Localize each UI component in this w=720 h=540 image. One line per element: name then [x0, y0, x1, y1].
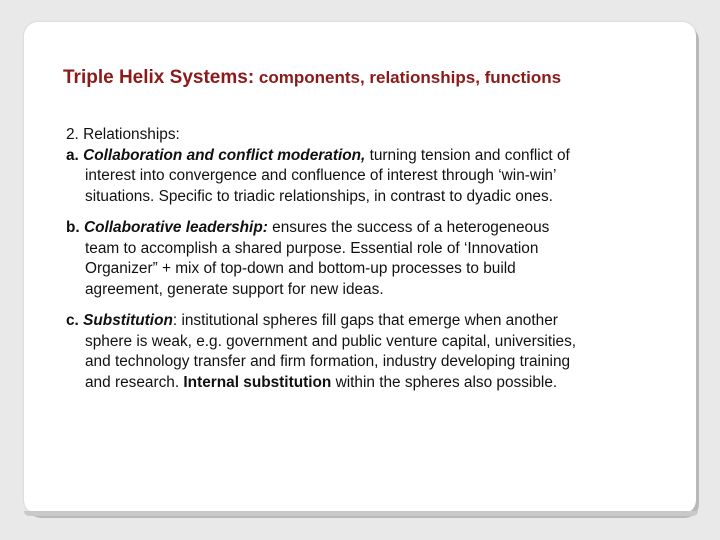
item-text: ensures the success of a heterogeneous: [267, 219, 550, 236]
item-text: situations. Specific to triadic relationships, in contrast to dyadic ones.: [85, 187, 553, 205]
slide-title: [63, 67, 703, 89]
section-colon: :: [175, 126, 180, 143]
list-item-b: [66, 218, 686, 300]
item-letter: c.: [66, 312, 79, 329]
card-bottom-rule: [24, 511, 698, 516]
item-text: team to accomplish a shared purpose. Essential role of ‘Innovation: [85, 239, 539, 257]
item-text: sphere is weak, e.g. government and public venture capital, universities,: [85, 332, 577, 350]
item-text: Organizer” + mix of top-down and bottom-up processes to build: [85, 260, 516, 277]
item-text: turning tension and conflict of: [365, 146, 570, 164]
section-number: 2.: [66, 126, 79, 143]
section-heading: [66, 125, 686, 146]
item-text: interest into convergence and confluence of interest through ‘win-win’: [85, 167, 557, 184]
section-title: Relationships: [83, 126, 176, 143]
item-text: and technology transfer and firm formation, industry developing training: [85, 353, 571, 370]
title-subtitle: components, relationships, functions: [254, 68, 562, 87]
item-emphasis: Internal substitution: [183, 373, 332, 391]
item-text: agreement, generate support for new ideas.: [85, 280, 384, 298]
item-term: Collaborative leadership:: [83, 219, 268, 236]
item-text-last: [66, 373, 686, 394]
item-term: Substitution: [83, 312, 173, 329]
item-text: within the spheres also possible.: [331, 373, 558, 391]
list-item-c: [66, 311, 686, 393]
slide-body: [66, 125, 686, 404]
item-letter: b.: [66, 219, 80, 236]
item-term: Collaboration and conflict moderation,: [83, 146, 366, 164]
item-letter: a.: [66, 146, 79, 164]
item-text: : institutional spheres fill gaps that emerge when another: [172, 312, 558, 329]
title-main: Triple Helix Systems: [63, 67, 248, 88]
list-item-a: [66, 146, 686, 208]
item-text: and research.: [85, 373, 184, 391]
title-colon: :: [247, 67, 255, 88]
